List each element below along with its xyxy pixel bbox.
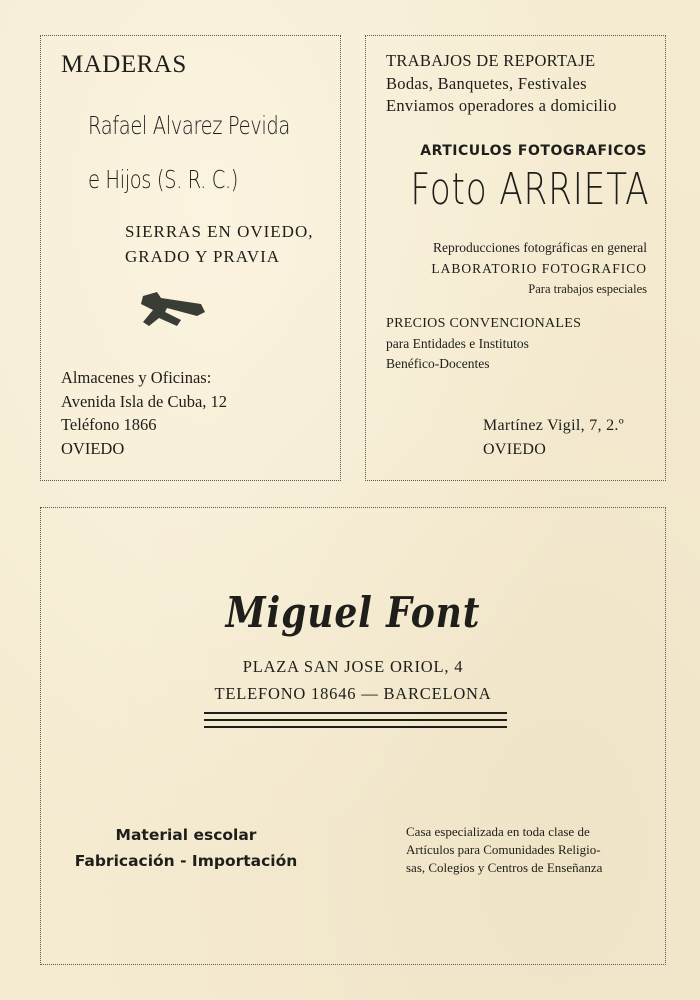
address-block [41,653,665,707]
ad-maderas-box [40,35,341,481]
address [483,414,624,462]
ad-arrieta-box [365,35,666,481]
offering-laboratory: LABORATORIO FOTOGRAFICO [431,261,647,276]
locations-line1: SIERRAS EN OVIEDO, [125,222,314,241]
contact-city: OVIEDO [61,438,125,458]
contact-offices-label: Almacenes y Oficinas: [61,368,212,387]
description-line3: sas, Colegios y Centros de Enseñanza [406,860,603,875]
ad-miguel-font-box [40,507,666,965]
contact-phone: Teléfono 1866 [61,415,157,434]
services-heading: TRABAJOS DE REPORTAJE [386,51,596,70]
brand-name: Miguel Font [225,588,481,637]
products [61,822,311,874]
address-street: PLAZA SAN JOSE ORIOL, 4 [242,657,464,676]
services-home-visits: Enviamos operadores a domicilio [386,96,617,115]
pricing-heading: PRECIOS CONVENCIONALES [386,316,582,331]
pricing-entities: para Entidades e Institutos [386,336,529,351]
brand-name: Foto ARRIETA [410,164,649,215]
description [406,823,602,877]
stylized-bird-logo-icon [137,288,209,330]
description-line1: Casa especializada en toda clase de [406,824,590,839]
locations-line2: GRADO Y PRAVIA [125,247,281,266]
offering-special: Para trabajos especiales [528,282,647,296]
sawmill-locations [125,219,313,269]
address-street: Martínez Vigil, 7, 2.º [483,417,624,434]
category-heading: ARTICULOS FOTOGRAFICOS [420,143,647,159]
address-city: OVIEDO [483,441,547,458]
triple-rule-divider [204,712,507,733]
rule-line [204,712,507,714]
offerings [431,237,647,300]
services-events: Bodas, Banquetes, Festivales [386,73,587,93]
products-line1: Material escolar [115,826,257,844]
pricing-info [386,314,581,374]
rule-line [204,726,507,728]
company-name-line2: e Hijos (S. R. C.) [88,165,239,194]
address-phone-city: TELEFONO 18646 — BARCELONA [214,684,492,703]
reportage-services [386,50,617,118]
offering-reproductions: Reproducciones fotográficas en general [432,240,647,255]
rule-line [204,719,507,721]
products-line2: Fabricación - Importación [74,852,298,870]
contact-info [61,366,227,460]
description-line2: Artículos para Comunidades Religio- [406,842,601,857]
pricing-charitable: Benéfico-Docentes [386,356,490,371]
ad-maderas-heading: MADERAS [61,51,187,78]
contact-street: Avenida Isla de Cuba, 12 [61,391,228,411]
company-name-line1: Rafael Alvarez Pevida [88,111,290,140]
